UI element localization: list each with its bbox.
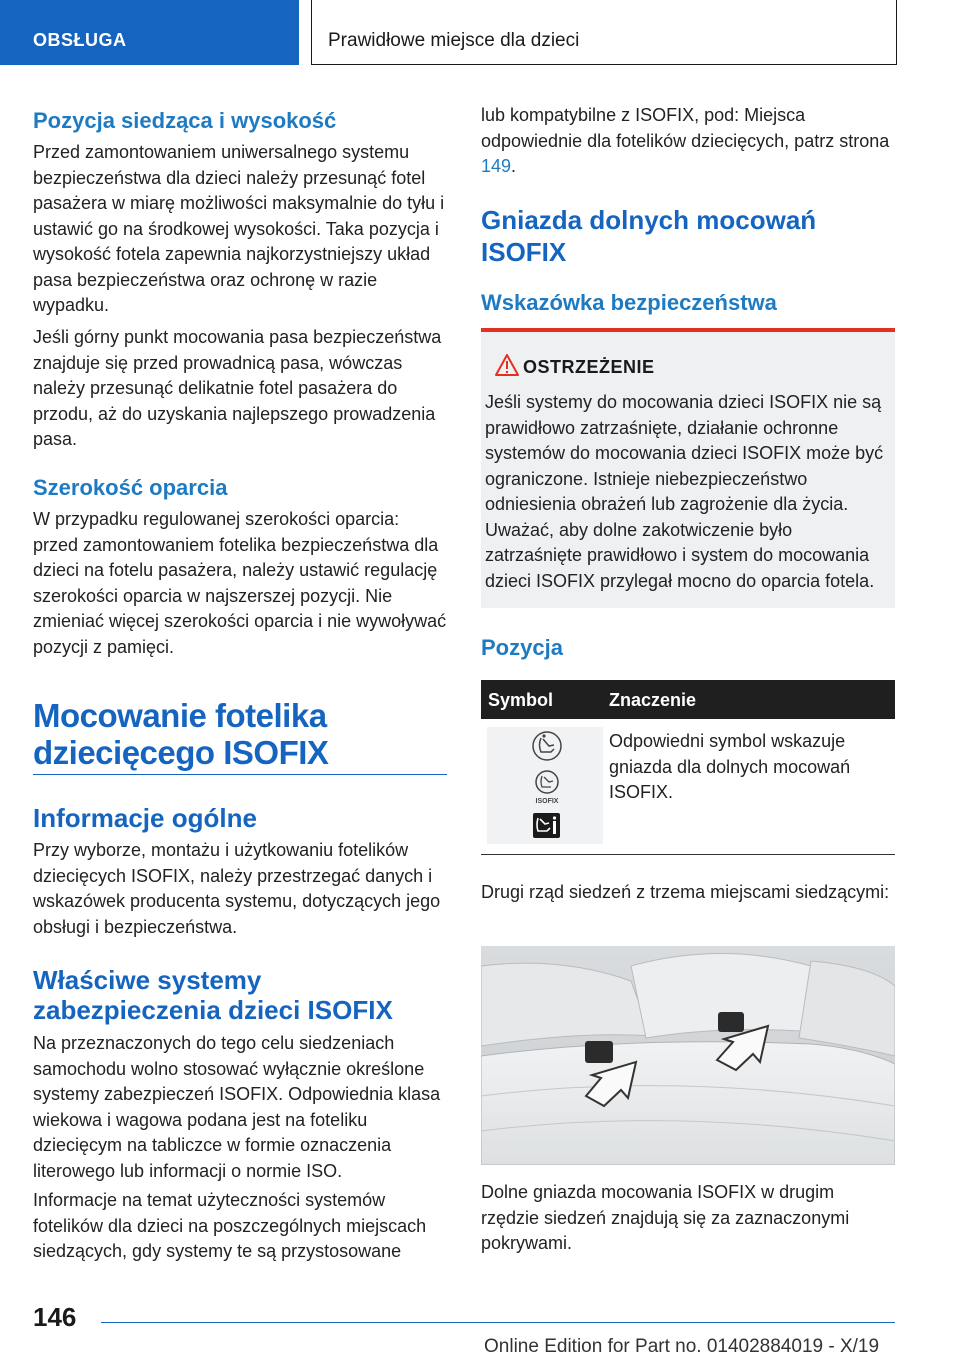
paragraph-belt-guide: Jeśli górny punkt mocowania pasa bezpieczeństwa znajduje się przed prowadnicą pasa, wówczas należy przesunąć delikatnie fotel pasażera do przodu, aż do uzyskania najlepszego prowadzenia pasa. (33, 327, 442, 449)
heading-isofix-mounting-line1: Mocowanie fotelika (33, 697, 327, 734)
page-number: 146 (33, 1302, 77, 1332)
symbol-cell (487, 727, 603, 844)
heading-position: Pozycja (481, 635, 563, 660)
heading-backrest-width: Szerokość oparcia (33, 475, 228, 500)
footer-edition: Online Edition for Part no. 01402884019 - X/19 (484, 1336, 880, 1357)
warning-triangle-icon (495, 354, 519, 376)
left-column (33, 0, 447, 1362)
paragraph-seat-position: Przed zamontowaniem uniwersalnego systemu bezpieczeństwa dla dzieci należy przesunąć fotel pasażera w miarę możliwości maksymalnie do tyłu i ustawić go na środkowej wysokości. Taka pozycja i wysokość fotela zapewnia najkorzystniejszy układ pasa bezpieczeństwa oraz ochronę w razie wypadku. (33, 142, 445, 315)
paragraph-backrest-width: W przypadku regulowanej szerokości oparcia: przed zamontowaniem fotelika bezpieczeństwa dla dzieci na fotelu pasażera, należy ustawić regulację szerokości oparcia w najszerszej pozycji. Nie zmieniać więcej szerokości oparcia i nie wywoływać pozycji z pamięci. (33, 509, 447, 657)
page-title: Prawidłowe miejsce dla dzieci (328, 30, 580, 51)
photo-caption: Dolne gniazda mocowania ISOFIX w drugim rzędzie siedzeń znajdują się za zaznaczonymi pokrywami. (481, 1182, 850, 1253)
isofix-symbols-icon (487, 727, 603, 844)
heading-safety-note: Wskazówka bezpieczeństwa (481, 290, 777, 315)
isofix-small-label: ISOFIX (535, 798, 559, 805)
paragraph-second-row: Drugi rząd siedzeń z trzema miejscami siedzącymi: (481, 882, 890, 902)
warning-title: OSTRZEŻENIE (523, 357, 655, 377)
heading-isofix-systems-line1: Właściwe systemy (33, 965, 262, 995)
paragraph-isofix-systems: Na przeznaczonych do tego celu siedzeniach samochodu wolno stosować wyłącznie określone systemy zabezpieczeń ISOFIX. Odpowiednia klasa wiekowa i wagowa podana jest na foteliku dziecięcym na tabliczce w formie oznaczenia literowego lub informacji o normie ISO. (33, 1033, 441, 1181)
page-link-149[interactable]: 149 (481, 156, 512, 176)
seat-illustration (481, 946, 895, 1165)
paragraph-continued: lub kompatybilne z ISOFIX, pod: Miejsca odpowiednie dla fotelików dziecięcych, patrz strona 149. (481, 105, 890, 176)
column-header-symbol: Symbol (488, 690, 554, 710)
column-header-meaning: Znaczenie (609, 690, 697, 710)
heading-underline (33, 774, 447, 775)
paragraph-usability-info: Informacje na temat użyteczności systemów fotelików dla dzieci na poszczególnych miejscach siedzących, gdy systemy te są przystosowane (33, 1190, 427, 1261)
table-header (481, 680, 895, 719)
heading-seat-position: Pozycja siedząca i wysokość (33, 108, 337, 133)
warning-text: Jeśli systemy do mocowania dzieci ISOFIX nie są prawidłowo zatrzaśnięte, działanie ochronne systemów do mocowania dzieci ISOFIX może być ograniczone. Istnieje niebezpieczeństwo odniesienia obrażeń lub zagrożenie dla życia. Uważać, aby dolne zakotwiczenie było zatrzaśnięte prawidłowo i system do mocowania dzieci ISOFIX przylegał mocno do oparcia fotela. (485, 392, 884, 591)
heading-general-info: Informacje ogólne (33, 803, 257, 833)
heading-isofix-systems-line2: zabezpieczenia dzieci ISOFIX (33, 995, 393, 1025)
heading-isofix-anchors-line2: ISOFIX (481, 237, 567, 267)
heading-isofix-mounting-line2: dziecięcego ISOFIX (33, 734, 329, 771)
isofix-seat-photo (481, 946, 895, 1165)
heading-isofix-anchors-line1: Gniazda dolnych mocowań (481, 205, 817, 235)
table-cell-meaning: Odpowiedni symbol wskazuje gniazda dla dolnych mocowań ISOFIX. (609, 731, 851, 802)
paragraph-general-info: Przy wyborze, montażu i użytkowaniu fotelików dziecięcych ISOFIX, należy przestrzegać danych i wskazówek producenta systemu, dotyczących jego obsługi i bezpieczeństwa. (33, 840, 441, 937)
footer-rule (101, 1322, 895, 1323)
table-bottom-line (481, 854, 895, 855)
section-label: OBSŁUGA (33, 30, 127, 50)
warning-box (481, 328, 895, 608)
